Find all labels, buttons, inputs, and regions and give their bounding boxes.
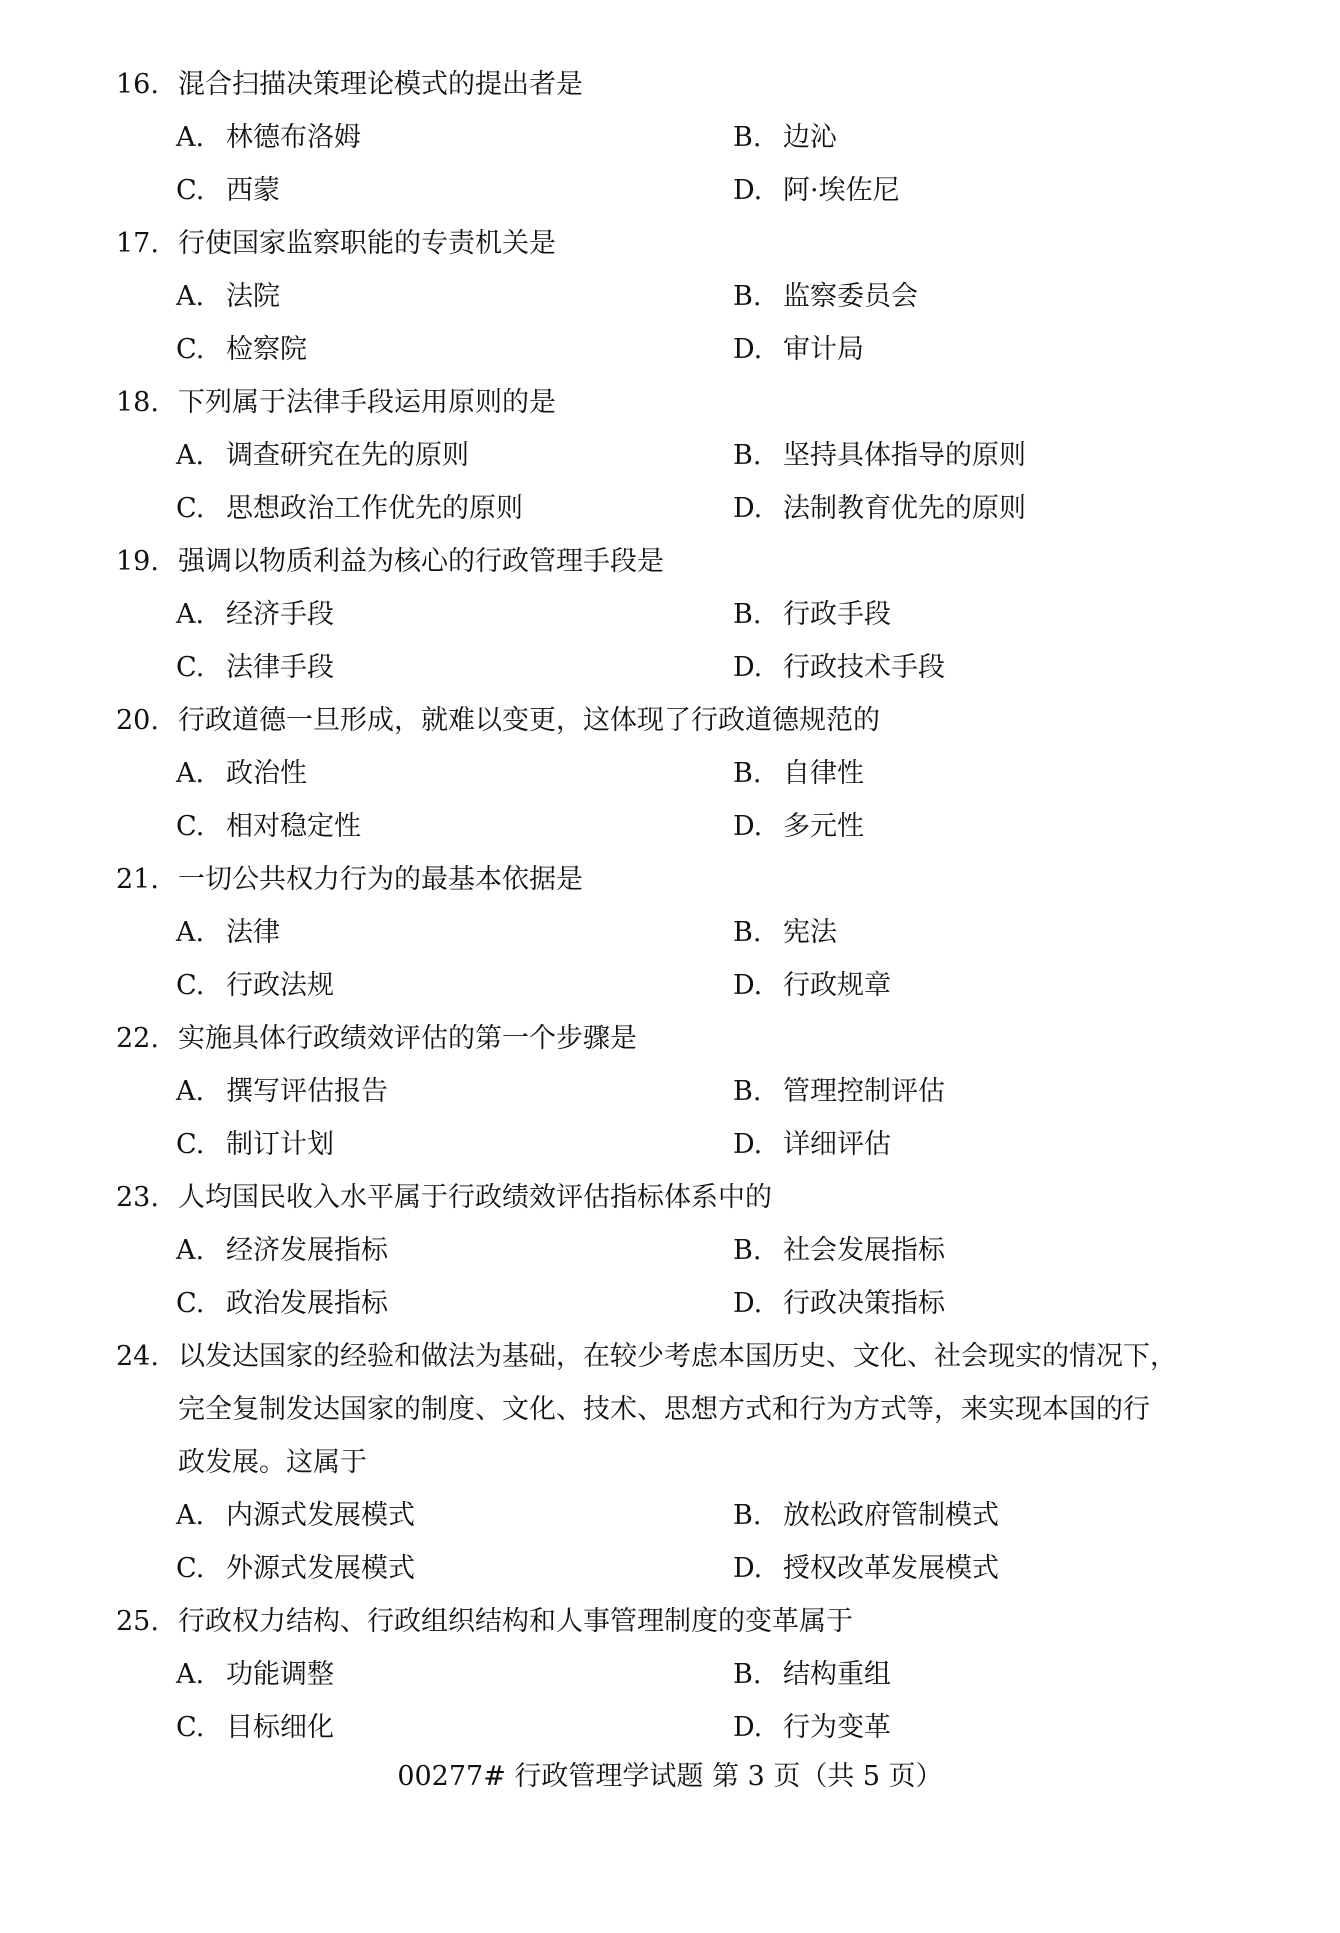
question-stem xyxy=(116,1012,637,1065)
question-text: 强调以物质利益为核心的行政管理手段是 xyxy=(178,546,664,577)
option-text: 详细评估 xyxy=(783,1129,891,1160)
option-d xyxy=(733,959,891,1012)
question-number: 23. xyxy=(116,1182,159,1213)
option-b xyxy=(733,1489,999,1542)
question-stem xyxy=(116,1595,853,1648)
option-c xyxy=(176,164,280,217)
question-text: 实施具体行政绩效评估的第一个步骤是 xyxy=(178,1023,637,1054)
question-text-line-2: 完全复制发达国家的制度、文化、技术、思想方式和行为方式等，来实现本国的行 xyxy=(178,1394,1150,1425)
question-text: 行政道德一旦形成，就难以变更，这体现了行政道德规范的 xyxy=(178,705,880,736)
option-letter: B. xyxy=(733,1500,762,1531)
option-d xyxy=(733,482,1026,535)
question-stem xyxy=(116,1330,1241,1489)
option-d xyxy=(733,1542,999,1595)
option-c xyxy=(176,1118,334,1171)
question-text: 一切公共权力行为的最基本依据是 xyxy=(178,864,583,895)
option-a xyxy=(176,1489,415,1542)
option-text: 检察院 xyxy=(226,334,307,365)
option-letter: A. xyxy=(176,1500,205,1531)
option-text: 相对稳定性 xyxy=(226,811,361,842)
option-letter: D. xyxy=(733,652,763,683)
option-c xyxy=(176,1277,388,1330)
option-text: 行政法规 xyxy=(226,970,334,1001)
option-text: 林德布洛姆 xyxy=(226,122,361,153)
option-c xyxy=(176,323,307,376)
option-text: 政治发展指标 xyxy=(226,1288,388,1319)
option-letter: D. xyxy=(733,1129,763,1160)
option-letter: A. xyxy=(176,440,205,471)
question-number: 18. xyxy=(116,387,159,418)
question-stem xyxy=(116,58,583,111)
option-text: 阿·埃佐尼 xyxy=(783,175,900,206)
option-text: 西蒙 xyxy=(226,175,280,206)
question-text: 混合扫描决策理论模式的提出者是 xyxy=(178,69,583,100)
option-letter: D. xyxy=(733,334,763,365)
option-text: 行政手段 xyxy=(783,599,891,630)
option-b xyxy=(733,1648,891,1701)
option-text: 法律 xyxy=(226,917,280,948)
option-d xyxy=(733,800,864,853)
option-text: 审计局 xyxy=(783,334,864,365)
option-c xyxy=(176,959,334,1012)
option-text: 法制教育优先的原则 xyxy=(783,493,1026,524)
option-c xyxy=(176,800,361,853)
option-a xyxy=(176,270,280,323)
option-letter: A. xyxy=(176,1659,205,1690)
option-text: 调查研究在先的原则 xyxy=(226,440,469,471)
option-text: 思想政治工作优先的原则 xyxy=(226,493,523,524)
question-stem xyxy=(116,535,664,588)
option-letter: B. xyxy=(733,1659,762,1690)
option-letter: C. xyxy=(176,493,205,524)
option-letter: C. xyxy=(176,175,205,206)
option-b xyxy=(733,747,864,800)
option-letter: C. xyxy=(176,1288,205,1319)
option-letter: D. xyxy=(733,811,763,842)
option-a xyxy=(176,111,361,164)
option-letter: A. xyxy=(176,1235,205,1266)
question-number: 20. xyxy=(116,705,159,736)
option-letter: D. xyxy=(733,1553,763,1584)
option-letter: B. xyxy=(733,1235,762,1266)
option-a xyxy=(176,1648,334,1701)
option-text: 撰写评估报告 xyxy=(226,1076,388,1107)
option-letter: B. xyxy=(733,599,762,630)
question-number: 17. xyxy=(116,228,159,259)
question-number: 16. xyxy=(116,69,159,100)
option-d xyxy=(733,323,864,376)
option-text: 放松政府管制模式 xyxy=(783,1500,999,1531)
option-letter: B. xyxy=(733,917,762,948)
option-text: 法律手段 xyxy=(226,652,334,683)
question-text-line-3: 政发展。这属于 xyxy=(178,1447,367,1478)
option-letter: A. xyxy=(176,758,205,789)
option-text: 授权改革发展模式 xyxy=(783,1553,999,1584)
question-text: 下列属于法律手段运用原则的是 xyxy=(178,387,556,418)
option-letter: B. xyxy=(733,1076,762,1107)
question-stem xyxy=(116,694,880,747)
option-text: 结构重组 xyxy=(783,1659,891,1690)
option-text: 监察委员会 xyxy=(783,281,918,312)
question-stem xyxy=(116,217,556,270)
option-d xyxy=(733,1277,945,1330)
question-number: 22. xyxy=(116,1023,159,1054)
option-a xyxy=(176,747,307,800)
option-text: 行为变革 xyxy=(783,1712,891,1743)
option-text: 内源式发展模式 xyxy=(226,1500,415,1531)
option-letter: B. xyxy=(733,122,762,153)
page-footer: 00277# 行政管理学试题 第 3 页（共 5 页） xyxy=(397,1761,943,1792)
question-stem xyxy=(116,1171,772,1224)
option-letter: C. xyxy=(176,970,205,1001)
option-c xyxy=(176,1701,334,1754)
question-number: 24. xyxy=(116,1341,159,1372)
option-d xyxy=(733,164,900,217)
option-letter: A. xyxy=(176,122,205,153)
option-text: 政治性 xyxy=(226,758,307,789)
option-c xyxy=(176,482,523,535)
question-number: 25. xyxy=(116,1606,159,1637)
option-a xyxy=(176,1224,388,1277)
option-text: 行政技术手段 xyxy=(783,652,945,683)
option-a xyxy=(176,429,469,482)
option-letter: A. xyxy=(176,1076,205,1107)
option-b xyxy=(733,270,918,323)
option-d xyxy=(733,641,945,694)
option-text: 自律性 xyxy=(783,758,864,789)
question-number: 19. xyxy=(116,546,159,577)
question-text-line-1: 以发达国家的经验和做法为基础，在较少考虑本国历史、文化、社会现实的情况下， xyxy=(178,1341,1177,1372)
option-b xyxy=(733,588,891,641)
option-text: 法院 xyxy=(226,281,280,312)
option-text: 社会发展指标 xyxy=(783,1235,945,1266)
option-letter: C. xyxy=(176,811,205,842)
option-letter: C. xyxy=(176,1129,205,1160)
question-number: 21. xyxy=(116,864,159,895)
option-text: 功能调整 xyxy=(226,1659,334,1690)
option-letter: B. xyxy=(733,758,762,789)
option-letter: C. xyxy=(176,334,205,365)
option-text: 管理控制评估 xyxy=(783,1076,945,1107)
option-text: 坚持具体指导的原则 xyxy=(783,440,1026,471)
question-text: 行政权力结构、行政组织结构和人事管理制度的变革属于 xyxy=(178,1606,853,1637)
option-letter: C. xyxy=(176,652,205,683)
option-text: 多元性 xyxy=(783,811,864,842)
option-a xyxy=(176,588,334,641)
question-stem xyxy=(116,853,583,906)
option-a xyxy=(176,906,280,959)
option-b xyxy=(733,1224,945,1277)
option-text: 边沁 xyxy=(783,122,837,153)
option-text: 宪法 xyxy=(783,917,837,948)
option-letter: C. xyxy=(176,1553,205,1584)
option-letter: D. xyxy=(733,493,763,524)
question-text: 人均国民收入水平属于行政绩效评估指标体系中的 xyxy=(178,1182,772,1213)
option-letter: A. xyxy=(176,917,205,948)
option-letter: D. xyxy=(733,970,763,1001)
option-letter: D. xyxy=(733,1288,763,1319)
option-text: 行政决策指标 xyxy=(783,1288,945,1319)
option-c xyxy=(176,641,334,694)
option-b xyxy=(733,429,1026,482)
option-text: 外源式发展模式 xyxy=(226,1553,415,1584)
option-letter: A. xyxy=(176,281,205,312)
option-text: 经济发展指标 xyxy=(226,1235,388,1266)
option-d xyxy=(733,1701,891,1754)
option-c xyxy=(176,1542,415,1595)
option-b xyxy=(733,906,837,959)
question-stem xyxy=(116,376,556,429)
option-text: 经济手段 xyxy=(226,599,334,630)
option-letter: D. xyxy=(733,1712,763,1743)
option-letter: B. xyxy=(733,440,762,471)
option-text: 目标细化 xyxy=(226,1712,334,1743)
option-b xyxy=(733,111,837,164)
option-d xyxy=(733,1118,891,1171)
option-letter: C. xyxy=(176,1712,205,1743)
option-text: 制订计划 xyxy=(226,1129,334,1160)
option-b xyxy=(733,1065,945,1118)
option-letter: A. xyxy=(176,599,205,630)
option-letter: B. xyxy=(733,281,762,312)
option-a xyxy=(176,1065,388,1118)
question-text: 行使国家监察职能的专责机关是 xyxy=(178,228,556,259)
option-text: 行政规章 xyxy=(783,970,891,1001)
option-letter: D. xyxy=(733,175,763,206)
